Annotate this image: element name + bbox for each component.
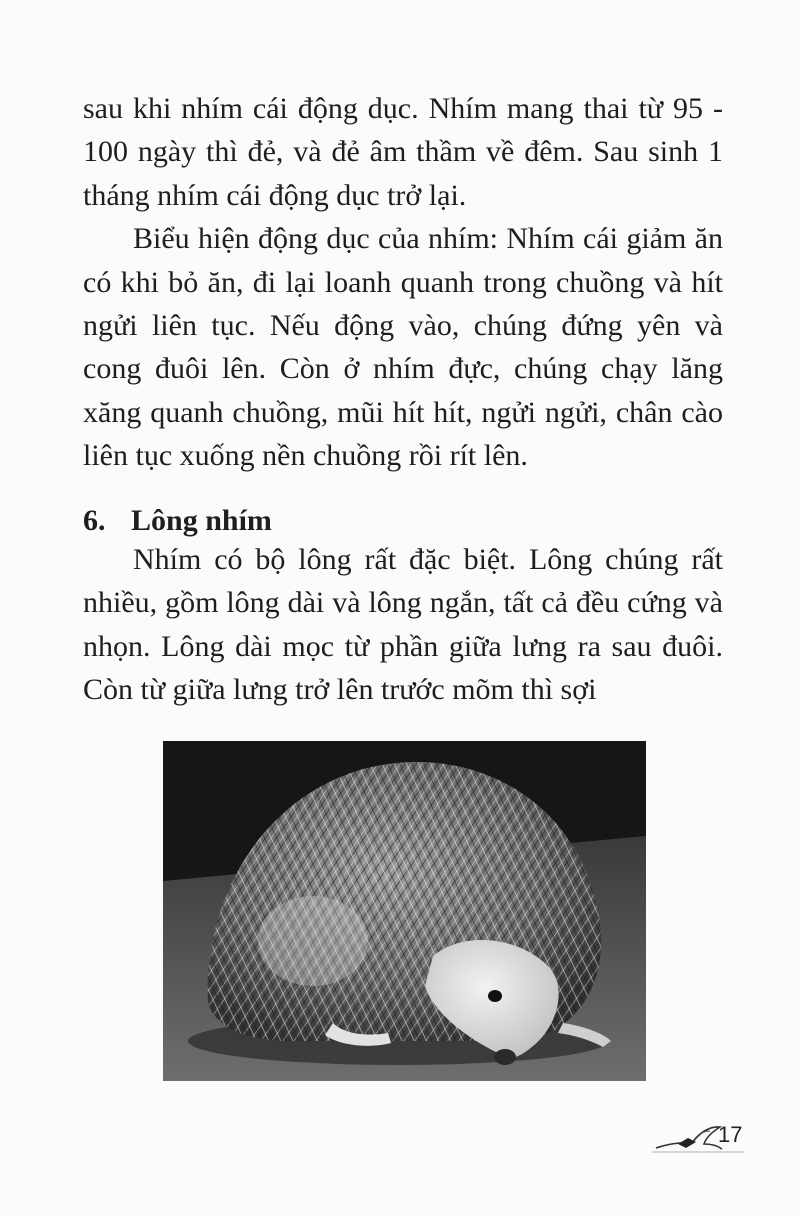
body-text-bottom — [83, 538, 723, 712]
paragraph-estrus-signs: Biểu hiện động dục của nhím: Nhím cái giảm ăn có khi bỏ ăn, đi lại loanh quanh trong chuồng và hít ngửi liên tục. Nếu động vào, chúng đứng yên và cong đuôi lên. Còn ở nhím đực, chúng chạy lăng xăng quanh chuồng, mũi hít hít, ngửi ngửi, chân cào liên tục xuống nền chuồng rồi rít lên. — [83, 222, 723, 473]
body-text-top — [83, 87, 723, 478]
section-heading — [83, 499, 272, 542]
hedgehog-photo — [163, 741, 646, 1081]
hedgehog-illustration — [163, 741, 646, 1081]
page-number: 17 — [718, 1122, 743, 1147]
paragraph-quills: Nhím có bộ lông rất đặc biệt. Lông chúng rất nhiều, gồm lông dài và lông ngắn, tất cả đều cứng và nhọn. Lông dài mọc từ phần giữa lưng ra sau đuôi. Còn từ giữa lưng trở lên trước mõm thì sợi — [83, 543, 723, 707]
paragraph-continuation: sau khi nhím cái động dục. Nhím mang thai từ 95 - 100 ngày thì đẻ, và đẻ âm thầm về đêm. Sau sinh 1 tháng nhím cái động dục trở lại. — [83, 92, 723, 212]
section-title: Lông nhím — [131, 504, 272, 537]
section-number: 6. — [83, 504, 106, 537]
